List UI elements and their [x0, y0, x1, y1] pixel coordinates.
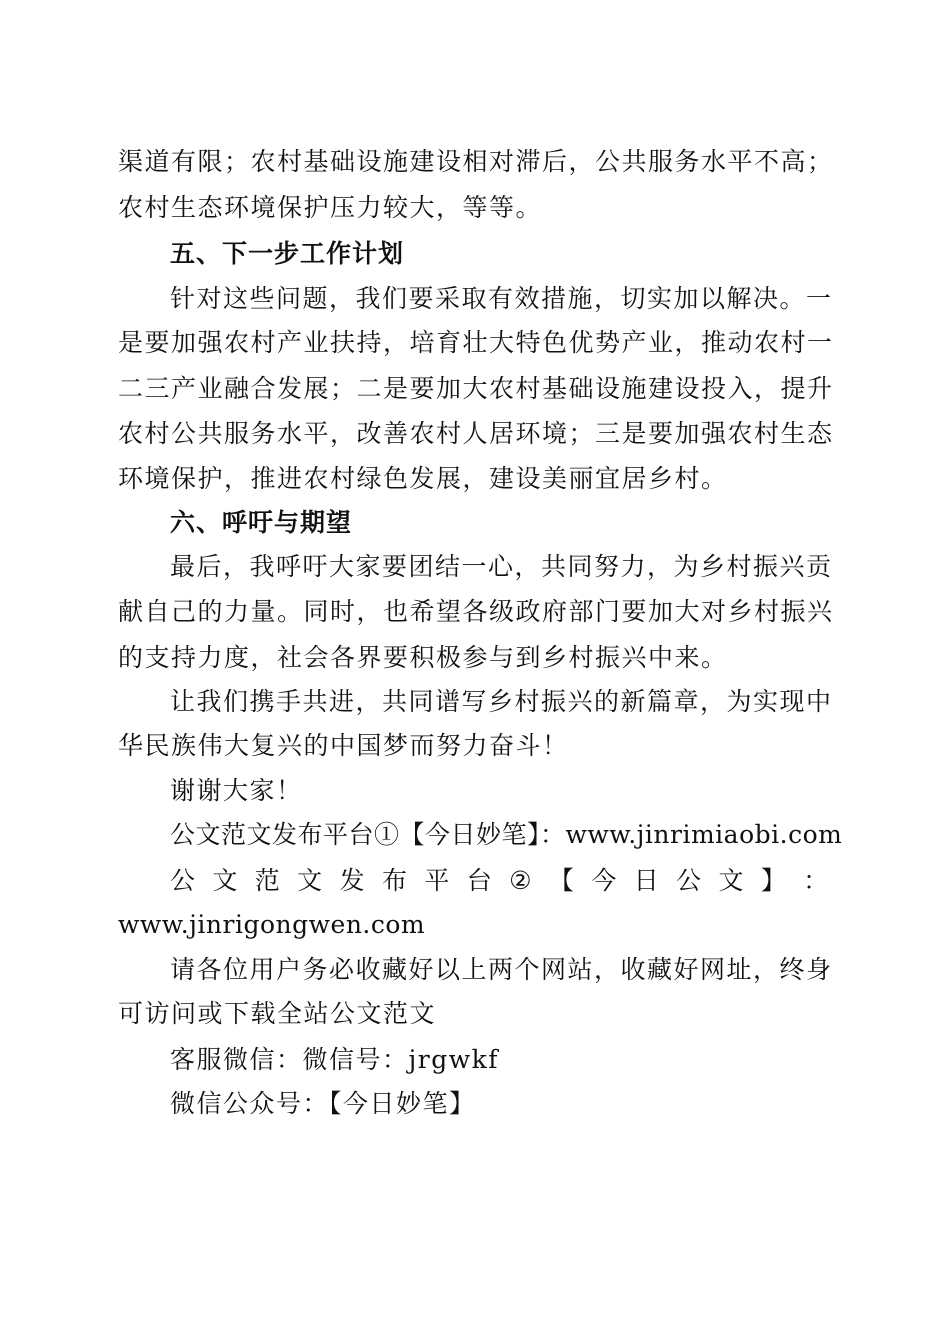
- label-char: 发: [339, 866, 367, 895]
- label-char: 日: [633, 866, 661, 895]
- body-line: 农村生态环境保护压力较大，等等。: [118, 193, 543, 222]
- label-char: 平: [424, 866, 451, 895]
- label-char: ②: [509, 866, 534, 895]
- body-line: 献自己的力量。同时，也希望各级政府部门要加大对乡村振兴: [118, 597, 834, 626]
- body-line: 是要加强农村产业扶持，培育壮大特色优势产业，推动农村一: [118, 328, 834, 357]
- body-line: 的支持力度，社会各界要积极参与到乡村振兴中来。: [118, 643, 728, 672]
- body-line: 最后，我呼吁大家要团结一心，共同努力，为乡村振兴贡: [170, 552, 833, 581]
- notice-line: 请各位用户务必收藏好以上两个网站，收藏好网址，终身: [170, 955, 833, 984]
- platform-link-2: www.jinrigongwen.com: [118, 910, 426, 939]
- label-char: 台: [466, 866, 494, 895]
- label-char: 今: [591, 866, 618, 895]
- section-heading-6: 六、呼吁与期望: [170, 508, 353, 537]
- body-line: 二三产业融合发展；二是要加大农村基础设施建设投入，提升: [118, 374, 834, 403]
- body-line: 针对这些问题，我们要采取有效措施，切实加以解决。一: [170, 284, 833, 313]
- customer-service-wechat: 客服微信：微信号：jrgwkf: [170, 1045, 500, 1074]
- wechat-official-account: 微信公众号：【今日妙笔】: [170, 1089, 476, 1118]
- label-char: ：: [803, 866, 830, 895]
- platform-link-1: 公文范文发布平台①【今日妙笔】：www.jinrimiaobi.com: [170, 820, 843, 849]
- body-line: 渠道有限；农村基础设施建设相对滞后，公共服务水平不高；: [118, 147, 834, 176]
- platform-label-2: [170, 866, 830, 896]
- closing-thanks: 谢谢大家！: [170, 776, 303, 805]
- label-char: 范: [254, 866, 282, 895]
- label-char: 【: [548, 866, 576, 895]
- label-char: 】: [760, 866, 788, 895]
- label-char: 文: [718, 866, 745, 895]
- body-line: 农村公共服务水平，改善农村人居环境；三是要加强农村生态: [118, 419, 834, 448]
- label-char: 文: [212, 866, 239, 895]
- label-char: 公: [676, 866, 703, 895]
- section-heading-5: 五、下一步工作计划: [170, 239, 405, 268]
- notice-line: 可访问或下载全站公文范文: [118, 999, 437, 1028]
- label-char: 文: [297, 866, 324, 895]
- label-char: 公: [170, 866, 197, 895]
- body-line: 华民族伟大复兴的中国梦而努力奋斗！: [118, 731, 569, 760]
- body-line: 环境保护，推进农村绿色发展，建设美丽宜居乡村。: [118, 464, 728, 493]
- label-char: 布: [381, 866, 409, 895]
- body-line: 让我们携手共进，共同谱写乡村振兴的新篇章，为实现中: [170, 687, 833, 716]
